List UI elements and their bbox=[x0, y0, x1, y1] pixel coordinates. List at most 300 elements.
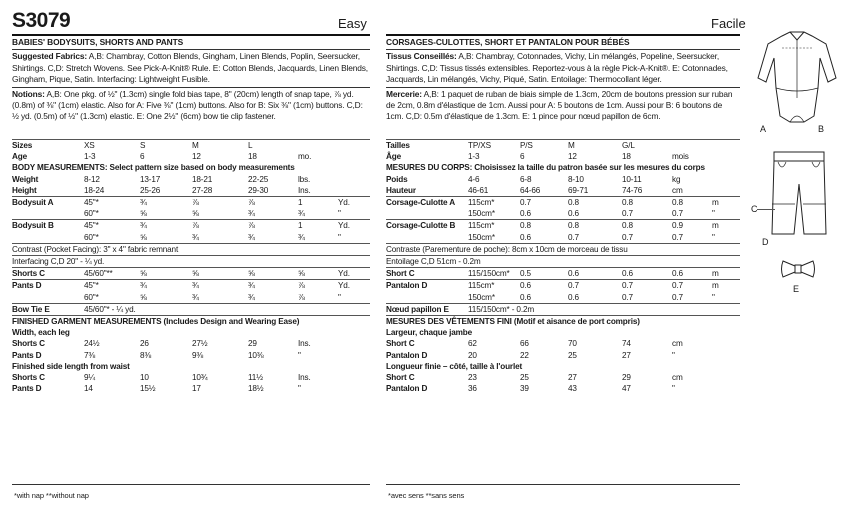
size-value: 150cm* bbox=[468, 209, 495, 219]
size-value: 8⅜ bbox=[140, 350, 152, 360]
french-intro bbox=[386, 37, 740, 123]
size-chart-row bbox=[386, 327, 740, 338]
size-chart-row bbox=[12, 185, 370, 197]
size-value: " bbox=[298, 384, 301, 394]
size-value: 66 bbox=[520, 339, 529, 349]
top-rule-fr bbox=[386, 34, 740, 36]
size-value: 0.6 bbox=[622, 268, 672, 280]
size-value: 69-71 bbox=[568, 185, 589, 195]
bottom-rule-fr bbox=[386, 484, 740, 485]
size-value: ¾ bbox=[192, 280, 248, 292]
row-label: Age bbox=[12, 152, 28, 162]
size-value: 0.7 bbox=[520, 197, 568, 209]
size-chart-row bbox=[12, 268, 370, 280]
size-value: 18-21 bbox=[192, 174, 213, 184]
row-label: Weight bbox=[12, 174, 39, 184]
size-value: 60"* bbox=[84, 209, 99, 219]
size-value: 13-17 bbox=[140, 174, 161, 184]
size-chart-row bbox=[386, 303, 740, 315]
size-value: 26 bbox=[140, 339, 149, 349]
size-value: ⅞ bbox=[298, 280, 338, 292]
difficulty-fr: Facile bbox=[711, 16, 746, 31]
size-chart-row bbox=[12, 372, 370, 383]
size-value: 27 bbox=[622, 350, 631, 360]
row-label bbox=[386, 232, 468, 244]
size-chart-row bbox=[386, 174, 740, 185]
size-value: 0.6 bbox=[520, 209, 531, 219]
size-value: Ins. bbox=[298, 339, 311, 349]
row-label: Pants D bbox=[12, 350, 42, 360]
size-value: 22 bbox=[520, 350, 529, 360]
size-value: 17 bbox=[192, 384, 201, 394]
size-value bbox=[712, 383, 740, 394]
size-value: " bbox=[712, 232, 715, 242]
size-value: ¾ bbox=[248, 280, 298, 292]
size-value bbox=[338, 151, 370, 162]
divider bbox=[386, 87, 740, 88]
size-value: ⅞ bbox=[192, 220, 248, 232]
size-value: ⅞ bbox=[192, 197, 248, 209]
size-chart-row bbox=[12, 232, 370, 244]
row-label bbox=[386, 292, 468, 304]
size-value: 24½ bbox=[84, 339, 100, 349]
size-value: 36 bbox=[468, 384, 477, 394]
size-value: 0.9 bbox=[672, 220, 712, 232]
size-value: 115/150cm* - 0.2m bbox=[468, 303, 740, 315]
row-label: Poids bbox=[386, 174, 408, 184]
size-value: " bbox=[338, 292, 341, 302]
size-value: ⅞ bbox=[298, 292, 305, 302]
size-value bbox=[338, 350, 370, 361]
size-value: 18½ bbox=[248, 384, 264, 394]
size-value: Yd. bbox=[338, 280, 370, 292]
size-value: 0.7 bbox=[672, 292, 683, 302]
size-value: 115/150cm* bbox=[468, 268, 520, 280]
size-value: ¾ bbox=[140, 280, 192, 292]
size-value: 0.7 bbox=[622, 292, 633, 302]
size-value: 74-76 bbox=[622, 185, 643, 195]
size-value: 29-30 bbox=[248, 185, 269, 195]
size-chart-row bbox=[386, 162, 740, 173]
size-value: m bbox=[712, 197, 740, 209]
size-value: cm bbox=[672, 185, 683, 195]
size-value: 9¼ bbox=[84, 373, 96, 383]
size-value: 0.8 bbox=[622, 220, 672, 232]
size-chart-row bbox=[386, 243, 740, 255]
size-value: 0.5 bbox=[520, 268, 568, 280]
size-chart-row bbox=[386, 140, 740, 152]
size-chart-row bbox=[386, 256, 740, 268]
size-value: 45"* bbox=[84, 280, 140, 292]
size-value: 11½ bbox=[248, 373, 263, 383]
size-value: M bbox=[192, 140, 248, 152]
size-value bbox=[338, 338, 370, 349]
size-chart-row bbox=[12, 208, 370, 220]
size-value: Yd. bbox=[338, 268, 370, 280]
size-chart-row bbox=[386, 361, 740, 372]
size-value: " bbox=[298, 350, 301, 360]
view-label-b: B bbox=[818, 124, 825, 134]
size-value: 0.8 bbox=[568, 220, 622, 232]
size-value: ⅝ bbox=[192, 209, 199, 219]
size-chart-row bbox=[386, 268, 740, 280]
size-value: 27-28 bbox=[192, 185, 213, 195]
size-value: 70 bbox=[568, 339, 577, 349]
size-value: 115cm* bbox=[468, 280, 520, 292]
size-chart-row bbox=[12, 303, 370, 315]
row-label: Pantalon D bbox=[386, 350, 428, 360]
french-size-chart bbox=[386, 139, 740, 394]
divider bbox=[12, 87, 370, 88]
pants-illustration bbox=[764, 148, 834, 238]
row-label: MESURES DU CORPS: Choisissez la taille du patron basée sur les mesures du corps bbox=[386, 163, 705, 173]
size-value: 60"* bbox=[84, 232, 99, 242]
size-value: ⅝ bbox=[140, 268, 192, 280]
bottom-rule-en bbox=[12, 484, 370, 485]
row-label bbox=[386, 208, 468, 220]
row-label: Nœud papillon E bbox=[386, 303, 468, 315]
size-value: 4-6 bbox=[468, 174, 480, 184]
size-value: 25 bbox=[520, 373, 529, 383]
size-value: 18 bbox=[622, 152, 631, 162]
row-label: Sizes bbox=[12, 140, 84, 152]
row-label: FINISHED GARMENT MEASUREMENTS (Includes Design and Wearing Ease) bbox=[12, 316, 370, 328]
row-label: Shorts C bbox=[12, 373, 45, 383]
row-label: Pants D bbox=[12, 384, 42, 394]
size-value: 12 bbox=[192, 152, 201, 162]
size-value: 6-8 bbox=[520, 174, 532, 184]
view-label-a: A bbox=[760, 124, 767, 134]
french-footnote: *avec sens **sans sens bbox=[388, 491, 465, 500]
size-value: mo. bbox=[298, 152, 312, 162]
row-label: Âge bbox=[386, 152, 402, 162]
size-value: Yd. bbox=[338, 220, 370, 232]
size-value bbox=[712, 140, 740, 152]
size-value: 150cm* bbox=[468, 292, 495, 302]
size-chart-row bbox=[12, 151, 370, 162]
row-label: Finished side length from waist bbox=[12, 361, 130, 371]
bow-tie-illustration bbox=[780, 258, 816, 280]
row-label: Corsage-Culotte A bbox=[386, 197, 468, 209]
size-chart-row bbox=[386, 197, 740, 209]
size-chart-row bbox=[386, 316, 740, 328]
size-value: 9⅜ bbox=[192, 350, 204, 360]
size-value: lbs. bbox=[298, 174, 311, 184]
size-chart-row bbox=[12, 338, 370, 349]
size-value: kg bbox=[672, 174, 681, 184]
size-value: 0.6 bbox=[672, 268, 712, 280]
size-value: cm bbox=[672, 373, 683, 383]
size-chart-row bbox=[12, 316, 370, 328]
size-value: 12 bbox=[568, 152, 577, 162]
size-value bbox=[338, 372, 370, 383]
row-label: Corsage-Culotte B bbox=[386, 220, 468, 232]
row-label: Pantalon D bbox=[386, 280, 468, 292]
size-value: ¾ bbox=[248, 232, 255, 242]
size-value: 115cm* bbox=[468, 220, 520, 232]
pattern-number: S3079 bbox=[12, 9, 71, 32]
row-label bbox=[12, 208, 84, 220]
size-value: 115cm* bbox=[468, 197, 520, 209]
size-value: 0.7 bbox=[672, 232, 683, 242]
size-value bbox=[338, 383, 370, 394]
size-value: " bbox=[672, 384, 675, 394]
size-chart-row bbox=[12, 140, 370, 152]
size-chart-row bbox=[12, 280, 370, 292]
size-value: ⅞ bbox=[248, 197, 298, 209]
size-value: 39 bbox=[520, 384, 529, 394]
size-value: 1 bbox=[298, 220, 338, 232]
size-value: ⅝ bbox=[140, 292, 147, 302]
size-value: 150cm* bbox=[468, 232, 495, 242]
size-value bbox=[338, 185, 370, 197]
size-value: P/S bbox=[520, 140, 568, 152]
size-chart-row bbox=[12, 350, 370, 361]
leader-c bbox=[757, 209, 775, 210]
size-value bbox=[712, 350, 740, 361]
row-label bbox=[12, 292, 84, 304]
size-value bbox=[298, 140, 338, 152]
row-label: Contraste (Parementure de poche): 8cm x 10cm de morceau de tissu bbox=[386, 243, 740, 255]
size-value: " bbox=[338, 232, 341, 242]
size-value bbox=[338, 140, 370, 152]
row-label: Entoilage C,D 51cm - 0.2m bbox=[386, 256, 740, 268]
size-value: 18-24 bbox=[84, 185, 105, 195]
size-chart-row bbox=[12, 327, 370, 338]
size-value: 1 bbox=[298, 197, 338, 209]
size-value: 43 bbox=[568, 384, 577, 394]
size-value: m bbox=[712, 220, 740, 232]
size-value: ⅝ bbox=[140, 209, 147, 219]
size-value: 45/60"** bbox=[84, 268, 140, 280]
row-label: Bow Tie E bbox=[12, 303, 84, 315]
size-chart-row bbox=[386, 292, 740, 304]
english-size-chart bbox=[12, 139, 370, 394]
english-notions: Notions: A,B: One pkg. of ½" (1.3cm) single fold bias tape, 8" (20cm) length of snap tape, ⅞ yd. (0.8m) of ⅜" (1cm) elastic. Also for A: Five ⅜" (1cm) buttons. Also for B: Six ⅜" (1cm) buttons. C,D: ½ yd. (0.5m) of ½" (1.3cm) elastic. E: One 2½" (6cm) bow tie clip fastener. bbox=[12, 88, 363, 122]
english-title: BABIES' BODYSUITS, SHORTS AND PANTS bbox=[12, 37, 184, 47]
size-chart-row bbox=[12, 383, 370, 394]
view-label-d: D bbox=[762, 237, 769, 247]
size-chart-row bbox=[386, 372, 740, 383]
size-value: 0.6 bbox=[568, 268, 622, 280]
size-value bbox=[712, 174, 740, 185]
view-label-e: E bbox=[793, 284, 800, 294]
size-chart-row bbox=[386, 280, 740, 292]
size-value: " bbox=[712, 209, 715, 219]
row-label: Shorts C bbox=[12, 339, 45, 349]
size-value: ⅝ bbox=[248, 268, 298, 280]
size-value: ¾ bbox=[192, 292, 199, 302]
size-value: mois bbox=[672, 152, 689, 162]
size-value: 47 bbox=[622, 384, 631, 394]
size-chart-row bbox=[386, 220, 740, 232]
size-value: ⅝ bbox=[140, 232, 147, 242]
size-value: ⅞ bbox=[248, 220, 298, 232]
size-value bbox=[712, 338, 740, 349]
size-value: L bbox=[248, 140, 298, 152]
size-value: 15½ bbox=[140, 384, 156, 394]
size-value: 10⅜ bbox=[248, 350, 264, 360]
size-value: 22-25 bbox=[248, 174, 269, 184]
size-value: ¾ bbox=[140, 220, 192, 232]
size-value: Ins. bbox=[298, 185, 311, 195]
row-label: Interfacing C,D 20" - ¼ yd. bbox=[12, 256, 370, 268]
size-chart-row bbox=[12, 174, 370, 185]
size-value: Ins. bbox=[298, 373, 311, 383]
size-value: 20 bbox=[468, 350, 477, 360]
size-chart-row bbox=[386, 208, 740, 220]
size-value: 0.6 bbox=[520, 292, 531, 302]
size-value: 0.7 bbox=[568, 280, 622, 292]
french-fabrics: Tissus Conseillés: A,B: Chambray, Cotonnades, Vichy, Lin mélangés, Popeline, Seersucker, Shirtings. C,D: Tissus tissés extensibles. Reportez-vous à la règle Pick-A-Knit®. E: Cotonnades, Jacquards, Lin mélangés, Vichy, Piqué, Satin. Entoilage: Thermocollant léger. bbox=[386, 51, 728, 85]
size-value: 0.8 bbox=[672, 197, 712, 209]
row-label: Pantalon D bbox=[386, 384, 428, 394]
size-value: cm bbox=[672, 339, 683, 349]
size-value: 1-3 bbox=[468, 152, 480, 162]
size-value: 0.7 bbox=[622, 280, 672, 292]
french-notions: Mercerie: A,B: 1 paquet de ruban de biais simple de 1.3cm, 20cm de boutons pression sur ruban de 2cm, 0.8m d'élastique de 1cm. Aussi pour A: 5 boutons de 1cm. Aussi pour B: 6 boutons de 1cm. C,D: 0.5m d'élastique de 1.3cm. E: 1 pince pour nœud papillon de 6cm. bbox=[386, 88, 733, 122]
size-chart-row bbox=[12, 162, 370, 173]
size-chart-row bbox=[386, 232, 740, 244]
size-value: 29 bbox=[248, 339, 257, 349]
size-chart-row bbox=[12, 256, 370, 268]
size-value: 45"* bbox=[84, 197, 140, 209]
row-label: Hauteur bbox=[386, 185, 416, 195]
difficulty-en: Easy bbox=[338, 16, 367, 31]
size-value: m bbox=[712, 268, 740, 280]
size-value: 0.8 bbox=[520, 220, 568, 232]
size-value: 0.6 bbox=[520, 232, 531, 242]
size-value: ¾ bbox=[298, 209, 305, 219]
row-label: Largeur, chaque jambe bbox=[386, 328, 473, 338]
size-value: 10 bbox=[140, 373, 149, 383]
size-value: 0.7 bbox=[568, 232, 579, 242]
size-value: " bbox=[712, 292, 715, 302]
size-chart-row bbox=[12, 220, 370, 232]
size-value: 10¾ bbox=[192, 373, 208, 383]
size-value: 62 bbox=[468, 339, 477, 349]
row-label: Short C bbox=[386, 373, 415, 383]
divider bbox=[386, 49, 740, 50]
size-value: 25-26 bbox=[140, 185, 161, 195]
row-label: MESURES DES VÊTEMENTS FINI (Motif et aisance de port compris) bbox=[386, 316, 740, 328]
size-value: 29 bbox=[622, 373, 631, 383]
french-title: CORSAGES-CULOTTES, SHORT ET PANTALON POUR BÉBÉS bbox=[386, 37, 630, 47]
size-value: 18 bbox=[248, 152, 257, 162]
size-value bbox=[712, 151, 740, 162]
size-value: 0.6 bbox=[568, 209, 579, 219]
size-value: m bbox=[712, 280, 740, 292]
row-label: Longueur finie – côté, taille à l'ourlet bbox=[386, 361, 523, 371]
size-value: 0.7 bbox=[672, 209, 683, 219]
row-label: Short C bbox=[386, 268, 468, 280]
size-value: Yd. bbox=[338, 197, 370, 209]
top-rule-en bbox=[12, 34, 370, 36]
size-value bbox=[338, 174, 370, 185]
row-label: Short C bbox=[386, 339, 415, 349]
size-value: 6 bbox=[140, 152, 145, 162]
row-label: BODY MEASUREMENTS: Select pattern size based on body measurements bbox=[12, 163, 295, 173]
size-chart-row bbox=[386, 151, 740, 162]
size-value: 64-66 bbox=[520, 185, 541, 195]
row-label: Shorts C bbox=[12, 268, 84, 280]
size-value: G/L bbox=[622, 140, 672, 152]
size-chart-row bbox=[386, 383, 740, 394]
size-value: 60"* bbox=[84, 292, 99, 302]
view-label-c: C bbox=[751, 204, 758, 214]
size-value: ¾ bbox=[192, 232, 199, 242]
size-value: 23 bbox=[468, 373, 477, 383]
size-value: M bbox=[568, 140, 622, 152]
size-value: ¾ bbox=[248, 209, 255, 219]
row-label: Bodysuit A bbox=[12, 197, 84, 209]
size-value: 14 bbox=[84, 384, 93, 394]
size-value: 45/60"* - ¼ yd. bbox=[84, 303, 370, 315]
bodysuit-illustration bbox=[752, 28, 842, 128]
size-value: S bbox=[140, 140, 192, 152]
row-label: Pants D bbox=[12, 280, 84, 292]
english-footnote: *with nap **without nap bbox=[14, 491, 89, 500]
size-chart-row bbox=[12, 361, 370, 372]
size-value: 8-10 bbox=[568, 174, 584, 184]
size-value: 0.8 bbox=[568, 197, 622, 209]
size-chart-row bbox=[12, 292, 370, 304]
size-value bbox=[712, 185, 740, 197]
size-value: 0.7 bbox=[622, 209, 633, 219]
size-value: 0.7 bbox=[622, 232, 633, 242]
row-label: Contrast (Pocket Facing): 3" x 4" fabric remnant bbox=[12, 243, 370, 255]
size-value bbox=[712, 372, 740, 383]
size-value: 74 bbox=[622, 339, 631, 349]
divider bbox=[12, 49, 370, 50]
size-value: 7⅜ bbox=[84, 350, 96, 360]
size-value: 25 bbox=[568, 350, 577, 360]
row-label: Tailles bbox=[386, 140, 468, 152]
size-value: 0.6 bbox=[568, 292, 579, 302]
size-value: ¾ bbox=[298, 232, 305, 242]
size-value: 10-11 bbox=[622, 174, 642, 184]
size-value: ¾ bbox=[248, 292, 255, 302]
size-value: TP/XS bbox=[468, 140, 520, 152]
size-value bbox=[672, 140, 712, 152]
row-label: Bodysuit B bbox=[12, 220, 84, 232]
english-intro bbox=[12, 37, 370, 123]
row-label: Height bbox=[12, 185, 37, 195]
size-value: 8-12 bbox=[84, 174, 100, 184]
size-value: XS bbox=[84, 140, 140, 152]
row-label: Width, each leg bbox=[12, 328, 70, 338]
size-value: 27½ bbox=[192, 339, 208, 349]
size-chart-row bbox=[386, 350, 740, 361]
english-fabrics: Suggested Fabrics: A,B: Chambray, Cotton Blends, Gingham, Linen Blends, Poplin, Seersucker, Shirtings. C,D: Stretch Wovens. See Pick-A-Knit® Rule. E: Cotton Blends, Jacquards, Linen Blends, Gingham, Pique, Satin. Interfacing: Lightweight Fusible. bbox=[12, 51, 368, 85]
size-chart-row bbox=[386, 185, 740, 197]
size-value: ¾ bbox=[140, 197, 192, 209]
size-value: 46-61 bbox=[468, 185, 489, 195]
size-value: 45"* bbox=[84, 220, 140, 232]
size-value: " bbox=[672, 350, 675, 360]
size-value: 27 bbox=[568, 373, 577, 383]
size-value: 6 bbox=[520, 152, 525, 162]
size-value: ⅝ bbox=[192, 268, 248, 280]
size-value: " bbox=[338, 209, 341, 219]
size-chart-row bbox=[12, 197, 370, 209]
size-value: 0.8 bbox=[622, 197, 672, 209]
size-value: ⅝ bbox=[298, 268, 338, 280]
row-label bbox=[12, 232, 84, 244]
size-chart-row bbox=[386, 338, 740, 349]
size-value: 1-3 bbox=[84, 152, 96, 162]
size-value: 0.6 bbox=[520, 280, 568, 292]
